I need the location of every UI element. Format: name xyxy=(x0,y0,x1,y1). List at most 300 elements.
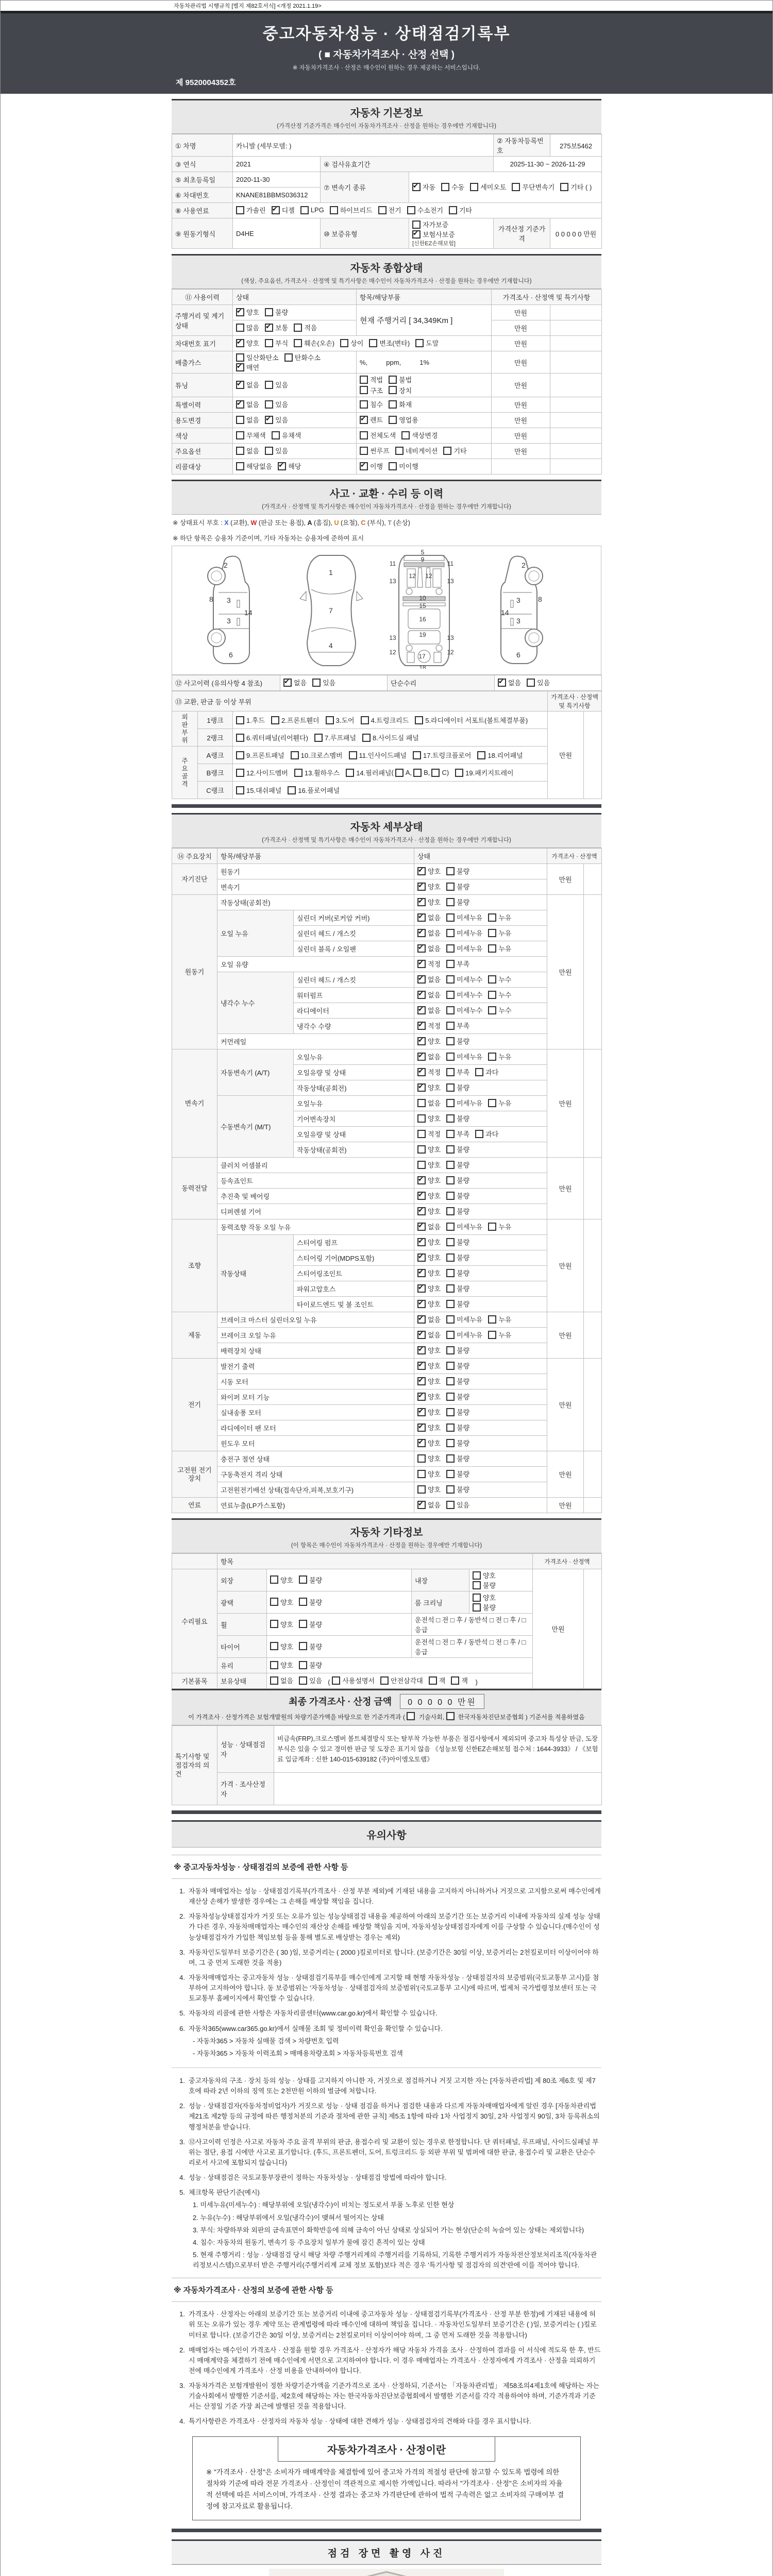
checkbox-icon xyxy=(488,1223,496,1231)
checkbox-option[interactable] xyxy=(446,1345,469,1355)
checkbox-option[interactable] xyxy=(488,1222,511,1231)
panel-item-label: 16.플로어패널 xyxy=(298,787,340,794)
panel-item[interactable] xyxy=(236,768,288,777)
checkbox-option[interactable] xyxy=(446,866,469,876)
checkbox-option[interactable] xyxy=(488,928,511,938)
checkbox-option[interactable] xyxy=(446,943,482,953)
checkbox-option[interactable] xyxy=(270,1660,293,1670)
panel-item[interactable] xyxy=(361,715,409,725)
checkbox-option[interactable] xyxy=(380,1675,423,1685)
checkbox-label: 없음 xyxy=(508,679,522,687)
checkbox-option[interactable] xyxy=(236,399,259,409)
checkbox-option[interactable] xyxy=(417,1376,441,1386)
checkbox-icon xyxy=(369,339,377,347)
checkbox-option[interactable] xyxy=(488,990,511,999)
checkbox-option[interactable] xyxy=(446,1067,469,1077)
checkbox-option[interactable] xyxy=(417,1422,441,1432)
checkbox-option[interactable] xyxy=(278,461,301,471)
checkbox-option[interactable] xyxy=(417,1283,441,1293)
checkbox-option[interactable] xyxy=(412,219,448,229)
checkbox-option[interactable] xyxy=(417,882,441,891)
checkbox-option[interactable] xyxy=(417,1129,441,1139)
checkbox-option[interactable] xyxy=(446,959,469,969)
checkbox-option[interactable] xyxy=(473,1602,496,1612)
checkbox-option[interactable] xyxy=(446,1268,469,1278)
checkbox-option[interactable] xyxy=(446,974,482,984)
checkbox-option[interactable] xyxy=(270,1675,293,1685)
panel-item[interactable] xyxy=(291,750,343,760)
checkbox-option[interactable] xyxy=(395,446,438,455)
checkbox-option[interactable] xyxy=(446,1222,482,1231)
checkbox-option[interactable] xyxy=(417,1361,441,1370)
checkbox-option[interactable] xyxy=(389,461,418,471)
checkbox-label: 있음 xyxy=(275,401,289,409)
checkbox-label: 수동 xyxy=(451,183,465,192)
panel-item[interactable] xyxy=(477,750,523,760)
checkbox-icon xyxy=(412,221,421,229)
checkbox-option[interactable] xyxy=(446,1237,469,1247)
checkbox-option[interactable] xyxy=(446,1160,469,1170)
item-state xyxy=(414,1467,547,1482)
checkbox-icon xyxy=(265,339,273,347)
checkbox-option[interactable] xyxy=(417,1299,441,1309)
item-label: 변속기 xyxy=(217,879,414,895)
checkbox-option[interactable] xyxy=(488,1330,511,1340)
column-header xyxy=(172,1554,217,1569)
checkbox-option[interactable] xyxy=(265,415,288,425)
checkbox-label: 양호 xyxy=(428,1269,441,1278)
checkbox-option[interactable] xyxy=(389,385,412,395)
checkbox-option[interactable] xyxy=(412,229,455,239)
checkbox-option[interactable] xyxy=(446,897,469,907)
checkbox-option[interactable] xyxy=(488,1005,511,1015)
checkbox-option[interactable] xyxy=(270,1641,293,1651)
checkbox-option[interactable] xyxy=(417,1098,441,1108)
panel-item[interactable] xyxy=(271,715,320,725)
checkbox-option[interactable] xyxy=(446,1191,469,1200)
checkbox-option[interactable] xyxy=(473,1592,496,1602)
item-state xyxy=(414,1451,547,1467)
checkbox-icon[interactable] xyxy=(446,1712,455,1720)
note-cell xyxy=(584,895,602,1049)
note-cell xyxy=(584,711,602,799)
checkbox-option[interactable] xyxy=(417,1036,441,1046)
checkbox-option[interactable] xyxy=(417,1206,441,1216)
checkbox-option[interactable] xyxy=(299,1660,322,1670)
checkbox-option[interactable] xyxy=(470,182,506,192)
checkbox-option[interactable] xyxy=(417,866,441,876)
panel-item[interactable] xyxy=(326,715,355,725)
checkbox-option[interactable] xyxy=(270,1575,293,1585)
checkbox-option[interactable] xyxy=(560,182,592,192)
checkbox-option[interactable] xyxy=(446,1113,469,1123)
checkbox-icon xyxy=(417,1192,426,1200)
note-cell xyxy=(584,1359,602,1451)
panel-item[interactable]: 14.필러패널 ( A, B, C ) xyxy=(346,768,449,777)
mileage-state xyxy=(233,305,357,320)
checkbox-option[interactable] xyxy=(446,882,469,891)
checkbox-option[interactable] xyxy=(446,1484,469,1494)
checkbox-label: 해당없음 xyxy=(246,463,273,471)
checkbox-option[interactable] xyxy=(265,338,288,348)
item-checkboxes xyxy=(360,446,473,455)
price-cell: 만원 xyxy=(547,1312,584,1359)
checkbox-option[interactable] xyxy=(475,1129,498,1139)
device-label: 고전원 전기장치 xyxy=(172,1451,217,1498)
panel-item[interactable] xyxy=(288,785,340,795)
checkbox-option[interactable] xyxy=(360,461,383,471)
checkbox-option[interactable] xyxy=(270,1619,293,1629)
checkbox-icon xyxy=(429,1676,437,1685)
checkbox-option[interactable] xyxy=(446,1005,482,1015)
checkbox-option[interactable] xyxy=(417,943,441,953)
checkbox-option[interactable] xyxy=(236,338,259,348)
checkbox-icon xyxy=(314,734,323,742)
panel-item[interactable] xyxy=(362,733,419,742)
checkbox-option[interactable] xyxy=(417,1082,441,1092)
checkbox-option[interactable] xyxy=(446,1376,469,1386)
checkbox-label: 네비게이션 xyxy=(405,447,438,455)
checkbox-icon xyxy=(265,447,273,455)
checkbox-option[interactable] xyxy=(415,338,439,348)
state-checkboxes xyxy=(236,352,353,372)
item-state xyxy=(469,1591,533,1614)
checkbox-option[interactable] xyxy=(284,352,321,362)
checkbox-option[interactable] xyxy=(417,1484,441,1494)
checkbox-option[interactable] xyxy=(417,1052,441,1061)
checkbox-label: 양호 xyxy=(280,1598,294,1606)
checkbox-option[interactable] xyxy=(417,1469,441,1479)
checkbox-option[interactable] xyxy=(417,990,441,999)
checkbox-option[interactable] xyxy=(300,206,324,214)
checkbox-option[interactable] xyxy=(417,912,441,922)
row-label: 리콜대상 xyxy=(172,459,233,474)
checkbox-option[interactable] xyxy=(312,677,335,687)
item-state-checkboxes xyxy=(417,1453,475,1463)
checkbox-option[interactable] xyxy=(330,205,373,215)
inspector-opinion-table xyxy=(172,1725,602,1805)
checkbox-icon xyxy=(446,1470,455,1478)
checkbox-option[interactable] xyxy=(488,1052,511,1061)
panel-item[interactable] xyxy=(314,733,356,742)
checkbox-option[interactable] xyxy=(236,205,266,215)
checkbox-icon xyxy=(271,716,279,724)
item-state xyxy=(414,1065,547,1080)
checkbox-option[interactable] xyxy=(449,205,472,215)
checkbox-option[interactable] xyxy=(475,1067,498,1077)
checkbox-icon xyxy=(417,1377,426,1385)
checkbox-icon xyxy=(446,1346,455,1354)
checkbox-option[interactable] xyxy=(446,1407,469,1417)
price-cell: 만원 xyxy=(492,374,550,397)
notices-subhead: ※ 중고자동차성능 · 상태점검의 보증에 관한 사항 등 xyxy=(172,1855,601,1879)
checkbox-option[interactable] xyxy=(236,362,259,372)
checkbox-option[interactable] xyxy=(446,1392,469,1401)
svg-text:13: 13 xyxy=(389,634,396,641)
checkbox-option[interactable] xyxy=(446,1438,469,1448)
checkbox-option[interactable] xyxy=(360,430,396,440)
checkbox-option[interactable] xyxy=(417,1237,441,1247)
checkbox-option[interactable] xyxy=(401,430,438,440)
checkbox-option[interactable] xyxy=(417,1005,441,1015)
checkbox-option[interactable] xyxy=(446,1098,482,1108)
field-label: ③ 연식 xyxy=(172,157,233,172)
checkbox-option[interactable] xyxy=(340,338,363,348)
checkbox-option[interactable] xyxy=(417,1268,441,1278)
checkbox-option[interactable] xyxy=(488,1314,511,1324)
item-label: 실린더 커버(로커암 커버) xyxy=(294,910,414,926)
checkbox-option[interactable] xyxy=(272,205,295,215)
checkbox-option[interactable] xyxy=(488,943,511,953)
checkbox-option[interactable] xyxy=(389,399,412,409)
notice-item: 1. 중고자동차의 구조 · 장치 등의 성능 · 상태를 고지하지 아니한 자, 거짓으로 점검하거나 거짓 고지한 자는 [자동차관리법] 제 80조 제6호 및 제7호에 따라 2년 이하의 징역 또는 2천만원 이하의 벌금에 처합니다. xyxy=(179,2076,596,2095)
appraiser-comment xyxy=(274,1773,602,1805)
checkbox-option[interactable] xyxy=(407,205,443,215)
checkbox-label: 장치 xyxy=(399,386,412,395)
checkbox-option[interactable] xyxy=(417,1067,441,1077)
checkbox-label: 부족 xyxy=(457,1069,470,1077)
item-checkboxes xyxy=(360,399,417,409)
checkbox-label: 양호 xyxy=(428,1409,441,1417)
checkbox-option[interactable] xyxy=(446,1361,469,1370)
checkbox-option[interactable] xyxy=(417,1314,441,1324)
checkbox-option[interactable] xyxy=(446,1052,482,1061)
checkbox-option[interactable] xyxy=(236,430,266,440)
repair-checkboxes xyxy=(270,1597,328,1607)
checkbox-option[interactable] xyxy=(488,974,511,984)
checkbox-icon xyxy=(417,1408,426,1416)
notice-item: 5. 체크항목 판단기준(예시) 1. 미세누유(미세누수) : 해당부위에 오일(냉각수)이 비치는 정도로서 부품 노후로 인한 현상 2. 누유(누수) : 해당부위에서 오일(냉각수)이 맺혀서 떨어지는 상태 3. 부식: 차량하부와 외판의 금속표면이 화학반응에 의해 금속이 아닌 상태로 상실되어 가는 현상(단순히 녹슬어 있는 상태는 제외합니다) 4. 침수: 자동차의 원동기, 변속기 등 주요장치 일부가 물에 잠긴 흔적이 있는 상태 5. 현재 주행거리 : 성능 · 상태점검 당시 해당 차량 주행거리계의 주행거리를 기록하되, 기록한 주행거리가 자동차전산정보처리조직(자동차관리정보시스템)으로부터 받은 주행거리(주행거리계 교체 정보 포함)보다 적은 경우 '특기사항 및 점검자의 의견'란에 이를 적어야 합니다. xyxy=(179,2189,597,2269)
checkbox-option[interactable] xyxy=(446,1299,469,1309)
field-label: ⑥ 차대번호 xyxy=(172,188,233,203)
checkbox-option[interactable] xyxy=(498,677,521,687)
svg-text:19: 19 xyxy=(419,631,426,638)
checkbox-option[interactable] xyxy=(236,352,279,362)
checkbox-label: 자가보증 xyxy=(423,221,449,229)
checkbox-option[interactable] xyxy=(389,415,418,425)
item-label: 타이어 xyxy=(217,1636,267,1658)
item-state xyxy=(414,895,547,910)
checkbox-icon xyxy=(265,324,273,332)
section-accident-history xyxy=(172,480,601,515)
checkbox-option[interactable] xyxy=(299,1675,322,1685)
checkbox-option[interactable] xyxy=(270,1597,293,1607)
checkbox-icon xyxy=(417,1485,426,1494)
checkbox-option[interactable] xyxy=(512,182,554,192)
checkbox-option[interactable] xyxy=(441,182,464,192)
checkbox-option[interactable] xyxy=(417,928,441,938)
checkbox-option[interactable] xyxy=(446,1144,469,1154)
checkbox-label: 불량 xyxy=(309,1598,323,1606)
checkbox-icon xyxy=(470,183,478,191)
checkbox-option[interactable] xyxy=(488,1098,511,1108)
checkbox-icon xyxy=(417,1253,426,1262)
checkbox-option[interactable] xyxy=(369,338,410,348)
field-label: ① 차명 xyxy=(172,134,233,157)
panel-item[interactable] xyxy=(236,733,308,742)
checkbox-option[interactable] xyxy=(446,1175,469,1185)
item-state xyxy=(414,1096,547,1111)
panel-item[interactable] xyxy=(236,785,281,795)
checkbox-icon xyxy=(389,376,397,384)
panel-item[interactable] xyxy=(236,750,284,760)
checkbox-option[interactable] xyxy=(446,1453,469,1463)
checkbox-label: 과다 xyxy=(485,1130,499,1139)
checkbox-option[interactable] xyxy=(417,1144,441,1154)
checkbox-label: 없음 xyxy=(428,1099,441,1108)
checkbox-label: 불량 xyxy=(457,1208,470,1216)
checkbox-option[interactable] xyxy=(443,446,466,455)
checkbox-option[interactable] xyxy=(446,1330,482,1340)
checkbox-icon xyxy=(417,929,426,937)
checkbox-option[interactable] xyxy=(527,677,550,687)
checkbox-option[interactable] xyxy=(417,1160,441,1170)
checkbox-option[interactable] xyxy=(265,446,288,455)
position-options: 운전석 □ 전 □ 후 / 동반석 □ 전 □ 후 / □ 응급 xyxy=(412,1636,533,1658)
checkbox-icon xyxy=(236,751,244,759)
item-checkboxes xyxy=(360,430,443,440)
checkbox-option[interactable] xyxy=(299,1597,322,1607)
checkbox-option[interactable] xyxy=(283,677,307,687)
checkbox-label: 양호 xyxy=(428,1470,441,1479)
panel-item[interactable] xyxy=(349,750,407,760)
panel-item[interactable] xyxy=(415,715,528,725)
checkbox-option[interactable] xyxy=(417,1345,441,1355)
checkbox-label: 불량 xyxy=(457,868,470,876)
checkbox-option[interactable] xyxy=(412,182,435,192)
panel-item[interactable] xyxy=(236,715,265,725)
state-options xyxy=(233,374,357,397)
checkbox-option[interactable] xyxy=(265,307,288,317)
checkbox-option[interactable] xyxy=(417,959,441,969)
checkbox-option[interactable] xyxy=(417,1500,441,1510)
checkbox-option[interactable] xyxy=(332,1675,375,1685)
price-cell xyxy=(492,459,550,474)
checkbox-option[interactable] xyxy=(446,1252,469,1262)
checkbox-option[interactable] xyxy=(265,380,288,389)
checkbox-option[interactable] xyxy=(360,375,383,384)
checkbox-option[interactable] xyxy=(446,990,482,999)
checkbox-option[interactable] xyxy=(360,399,383,409)
checkbox-option[interactable] xyxy=(417,1191,441,1200)
checkbox-icon xyxy=(417,1300,426,1308)
panel-item[interactable] xyxy=(294,768,340,777)
checkbox-option[interactable] xyxy=(265,323,288,332)
notice-item: 1. 자동차 매매업자는 성능 · 상태점검기록부(가격조사 · 산정 부분 제외)에 기재된 내용을 고지하지 아니하거나 거짓으로 고지함으로써 매수인에게 재산상 손해가 발생한 경우에는 그 손해를 배상할 책임을 집니다. xyxy=(179,1887,601,1906)
checkbox-icon xyxy=(236,381,244,389)
checkbox-option[interactable] xyxy=(446,1422,469,1432)
checkbox-option[interactable] xyxy=(360,415,383,425)
checkbox-option[interactable] xyxy=(417,1438,441,1448)
item-label: 오일누유 xyxy=(294,1049,414,1065)
checkbox-option[interactable] xyxy=(265,399,288,409)
checkbox-option[interactable] xyxy=(236,461,272,471)
checkbox-option[interactable] xyxy=(294,338,334,348)
checkbox-option[interactable] xyxy=(488,912,511,922)
checkbox-option[interactable] xyxy=(446,1036,469,1046)
checkbox-icon xyxy=(236,447,244,455)
panel-item[interactable] xyxy=(455,768,513,777)
checkbox-label: 적정 xyxy=(428,1022,441,1030)
checkbox-option[interactable] xyxy=(272,430,301,440)
checkbox-option[interactable] xyxy=(451,1675,468,1685)
checkbox-label: 양호 xyxy=(280,1620,294,1629)
checkbox-label: 미세누수 xyxy=(457,991,483,999)
checkbox-option[interactable] xyxy=(473,1580,496,1590)
notice-item: 3. ⑫사고이력 인정은 사고로 자동차 주요 골격 부위의 판금, 용접수리 및 교환이 있는 경우로 한정합니다. 단 쿼터패널, 루프패널, 사이드실패널 부위는 절단, 용접 시에만 사고로 표기합니다. (후드, 프론트펜더, 도어, 트렁크리드 등 외판 부위 및 범퍼에 대한 판금, 용접수리 및 교환은 단순수리로서 사고에 포함되지 않습니다) xyxy=(179,2138,599,2166)
checkbox-option[interactable] xyxy=(236,323,259,332)
checkbox-option[interactable] xyxy=(294,323,317,332)
checkbox-label: 불량 xyxy=(457,1393,470,1401)
checkbox-option[interactable] xyxy=(236,380,259,389)
checkbox-icon xyxy=(446,1253,455,1262)
checkbox-option[interactable] xyxy=(299,1575,322,1585)
notice-item: 2. 성능 · 상태점검자(자동차정비업자)가 거짓으로 성능 · 상태 점검을 하거나 점검한 내용과 다르게 자동차매매업자에게 알린 경우 [자동차관리법 제21조 제2항 등의 규정에 따른 행정처분의 기준과 절차에 관한 규칙] 제5조 1항에 따라 1차 사업정지 30일, 2차 사업정지 90일, 3차 등록취소의 행정처분을 받습니다. xyxy=(179,2102,600,2131)
checkbox-option[interactable] xyxy=(417,1113,441,1123)
item-options xyxy=(357,459,492,474)
checkbox-option[interactable] xyxy=(446,1129,469,1139)
mileage-gauge-checkboxes xyxy=(236,307,294,317)
checkbox-label: 없음 xyxy=(294,679,307,687)
checkbox-option[interactable] xyxy=(417,1392,441,1401)
checkbox-option[interactable] xyxy=(378,205,401,215)
group-label: 외판부위 xyxy=(172,711,198,747)
checkbox-option[interactable] xyxy=(417,1453,441,1463)
checkbox-option[interactable] xyxy=(417,897,441,907)
checkbox-option[interactable] xyxy=(236,415,259,425)
first-reg-value: 2020-11-30 xyxy=(233,172,321,188)
checkbox-option[interactable] xyxy=(446,1469,469,1479)
checkbox-option[interactable] xyxy=(429,1675,446,1685)
checkbox-option[interactable] xyxy=(236,446,259,455)
checkbox-option[interactable] xyxy=(299,1619,322,1629)
checkbox-icon[interactable] xyxy=(407,1712,415,1720)
checkbox-option[interactable] xyxy=(446,1082,469,1092)
checkbox-option[interactable] xyxy=(417,1021,441,1030)
price-cell: 만원 xyxy=(547,1158,584,1219)
checkbox-option[interactable] xyxy=(299,1641,322,1651)
checkbox-option[interactable] xyxy=(446,1283,469,1293)
checkbox-option[interactable] xyxy=(360,446,390,455)
checkbox-option[interactable] xyxy=(389,375,412,384)
checkbox-option[interactable] xyxy=(417,1252,441,1262)
checkbox-option[interactable] xyxy=(446,1500,469,1510)
checkbox-option[interactable] xyxy=(417,1330,441,1340)
checkbox-icon xyxy=(412,183,421,191)
checkbox-option[interactable] xyxy=(446,912,482,922)
checkbox-option[interactable] xyxy=(446,1314,482,1324)
checkbox-label: 썬루프 xyxy=(370,447,390,455)
checkbox-option[interactable] xyxy=(473,1570,496,1580)
checkbox-option[interactable] xyxy=(236,307,259,317)
state-options xyxy=(233,459,357,474)
panel-item[interactable] xyxy=(413,750,471,760)
checkbox-option[interactable] xyxy=(417,974,441,984)
checkbox-option[interactable] xyxy=(417,1407,441,1417)
checkbox-icon xyxy=(488,991,496,999)
checkbox-option[interactable] xyxy=(417,1175,441,1185)
checkbox-option[interactable] xyxy=(446,1021,469,1030)
svg-text:14: 14 xyxy=(501,608,509,617)
item-state-checkboxes xyxy=(417,1191,475,1200)
checkbox-option[interactable] xyxy=(446,928,482,938)
checkbox-option[interactable] xyxy=(360,385,383,395)
item-state-checkboxes xyxy=(417,1021,475,1030)
checkbox-option[interactable] xyxy=(417,1222,441,1231)
simple-repair-checkboxes xyxy=(498,677,556,687)
checkbox-label: 불량 xyxy=(275,309,289,317)
checkbox-option[interactable] xyxy=(446,1206,469,1216)
